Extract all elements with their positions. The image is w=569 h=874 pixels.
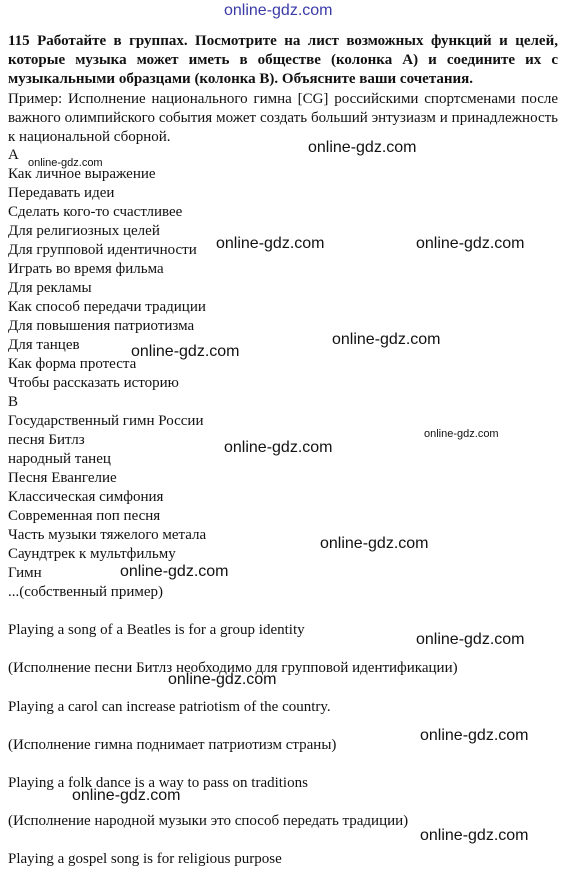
watermark: online-gdz.com	[216, 235, 325, 252]
column-a-header: A	[8, 147, 19, 163]
column-a-item: Для религиозных целей	[8, 223, 160, 239]
watermark: online-gdz.com	[416, 235, 525, 252]
watermark: online-gdz.com	[424, 428, 499, 440]
column-a-item: Как форма протеста	[8, 356, 137, 372]
column-b-item: Саундтрек к мультфильму	[8, 546, 176, 562]
answer-english: Playing a song of a Beatles is for a group identity	[8, 622, 305, 638]
answer-english: Playing a folk dance is a way to pass on traditions	[8, 775, 308, 791]
column-b-item: песня Битлз	[8, 432, 85, 448]
column-a-item: Для танцев	[8, 337, 80, 353]
column-a-item: Играть во время фильма	[8, 261, 164, 277]
watermark: online-gdz.com	[420, 727, 529, 744]
column-b-item: Гимн	[8, 565, 42, 581]
answer-translation: (Исполнение гимна поднимает патриотизм страны)	[8, 737, 337, 753]
watermark: online-gdz.com	[332, 331, 441, 348]
column-b-item: Часть музыки тяжелого метала	[8, 527, 207, 543]
watermark: online-gdz.com	[131, 343, 240, 360]
watermark: online-gdz.com	[224, 439, 333, 456]
watermark: online-gdz.com	[416, 631, 525, 648]
watermark: online-gdz.com	[120, 563, 229, 580]
column-b-header: B	[8, 394, 19, 410]
watermark-top: online-gdz.com	[224, 2, 333, 19]
column-a-item: Для групповой идентичности	[8, 242, 197, 258]
column-a-item: Как личное выражение	[8, 166, 156, 182]
column-b-item: народный танец	[8, 451, 111, 467]
column-a-item: Передавать идеи	[8, 185, 115, 201]
answer-english: Playing a gospel song is for religious purpose	[8, 851, 282, 867]
watermark: online-gdz.com	[320, 535, 429, 552]
example-text: Пример: Исполнение национального гимна [CG] российскими спортсменами после важного олимпийского события может создать больший энтузиазм и принадлежность к национальной сборной.	[8, 91, 558, 145]
column-b-item: ...(собственный пример)	[8, 584, 164, 600]
column-a-item: Чтобы рассказать историю	[8, 375, 179, 391]
answer-english: Playing a carol can increase patriotism of the country.	[8, 699, 331, 715]
answer-translation: (Исполнение народной музыки это способ передать традиции)	[8, 813, 409, 829]
column-b-item: Песня Евангелие	[8, 470, 117, 486]
column-a-item: Для повышения патриотизма	[8, 318, 195, 334]
watermark: online-gdz.com	[308, 139, 417, 156]
watermark: online-gdz.com	[420, 827, 529, 844]
column-b-item: Классическая симфония	[8, 489, 164, 505]
watermark: online-gdz.com	[28, 157, 103, 169]
column-a-item: Для рекламы	[8, 280, 92, 296]
column-b-item: Государственный гимн России	[8, 413, 204, 429]
watermark: online-gdz.com	[168, 671, 277, 688]
column-b-item: Современная поп песня	[8, 508, 161, 524]
answer-translation: (Исполнение песни Битлз необходимо для групповой идентификации)	[8, 660, 458, 676]
column-a-item: Сделать кого-то счастливее	[8, 204, 183, 220]
task-instruction: 115 Работайте в группах. Посмотрите на лист возможных функций и целей, которые музыка может иметь в обществе (колонка А) и соедините их с музыкальными образцами (колонка В). Объясните ваши сочетания.	[8, 33, 558, 87]
column-a-item: Как способ передачи традиции	[8, 299, 206, 315]
watermark: online-gdz.com	[72, 787, 181, 804]
